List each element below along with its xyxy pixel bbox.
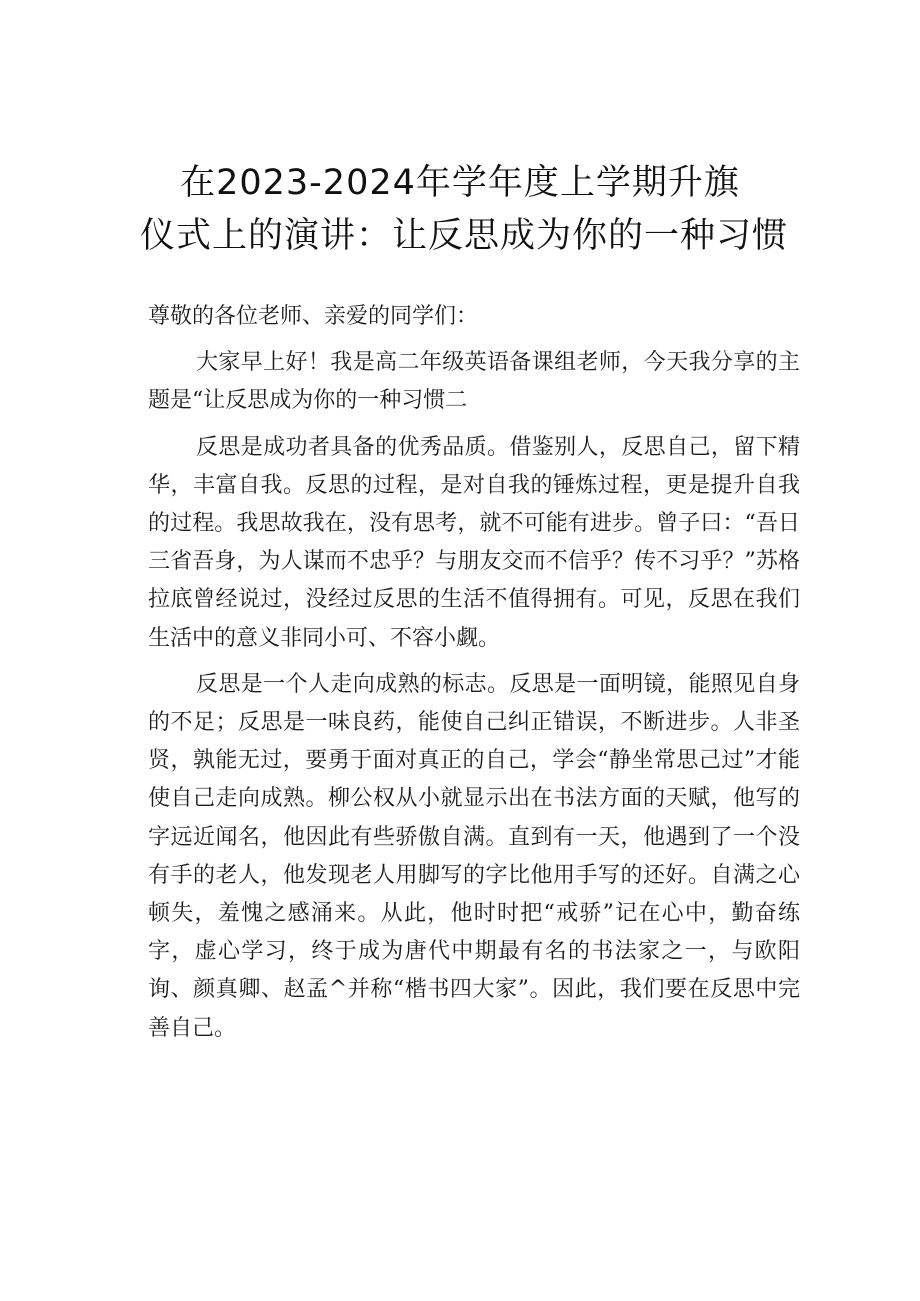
body-paragraph-2: 反思是一个人走向成熟的标志。反思是一面明镜，能照见自身的不足；反思是一味良药，能使自己纠正错误，不断进步。人非圣贤，孰能无过，要勇于面对真正的自己，学会“静坐常思己过”才能使自己走向成熟。柳公权从小就显示出在书法方面的天赋，他写的字远近闻名，他因此有些骄傲自满。直到有一天，他遇到了一个没有手的老人，他发现老人用脚写的字比他用手写的还好。自满之心顿失，羞愧之感涌来。从此，他时时把“戒骄”记在心中，勤奋练字，虚心学习，终于成为唐代中期最有名的书法家之一，与欧阳询、颜真卿、赵孟^并称“楷书四大家”。因此，我们要在反思中完善自己。	[148, 671, 800, 1041]
greeting-paragraph: 大家早上好！我是高二年级英语备课组老师，今天我分享的主题是“让反思成为你的一种习惯二	[148, 350, 800, 414]
document-title-line-2: 仪式上的演讲：让反思成为你的一种习惯	[140, 216, 789, 256]
document-title-line-1: 在2023-2024年学年度上学期升旗	[180, 163, 740, 203]
salutation-paragraph: 尊敬的各位老师、亲爱的同学们：	[148, 304, 479, 329]
document-body	[148, 298, 800, 1048]
body-paragraph-1: 反思是成功者具备的优秀品质。借鉴别人，反思自己，留下精华，丰富自我。反思的过程，是对自我的锤炼过程，更是提升自我的过程。我思故我在，没有思考，就不可能有进步。曾子曰：“吾日三省吾身，为人谋而不忠乎？与朋友交而不信乎？传不习乎？”苏格拉底曾经说过，没经过反思的生活不值得拥有。可见，反思在我们生活中的意义非同小可、不容小觑。	[148, 434, 800, 651]
